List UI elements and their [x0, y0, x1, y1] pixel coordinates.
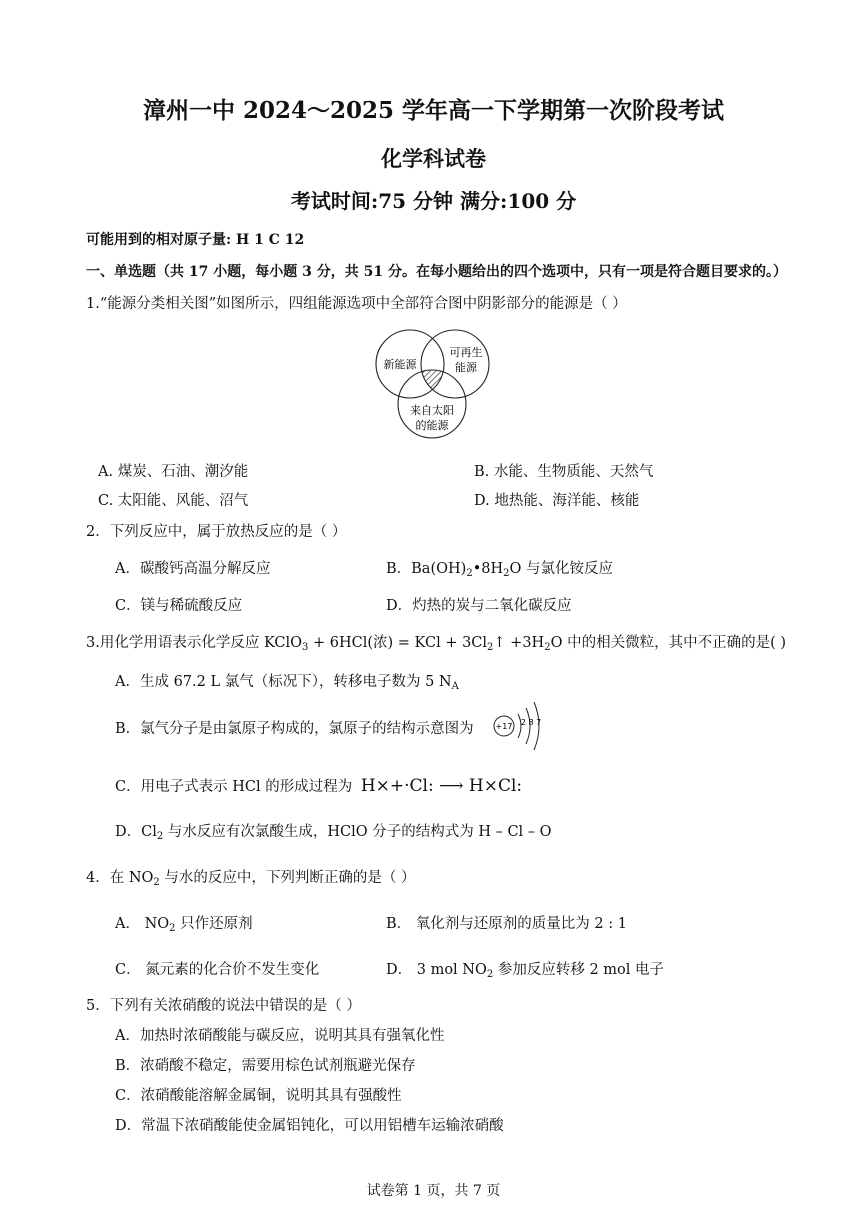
q1-option-d: D. 地热能、海洋能、核能	[474, 493, 640, 509]
q2-stem: 2．下列反应中，属于放热反应的是（ ）	[86, 524, 347, 540]
q4-option-c: C． 氮元素的化合价不发生变化	[115, 962, 320, 978]
q2-option-c: C．镁与稀硫酸反应	[115, 598, 243, 614]
venn-label-b1: 可再生	[449, 346, 483, 359]
q1-option-c: C. 太阳能、风能、沼气	[98, 493, 249, 509]
page-footer: 试卷第 1 页，共 7 页	[366, 1183, 501, 1199]
q3-option-a: A．生成 67.2 L 氯气（标况下），转移电子数为 5 $N_A$	[115, 674, 459, 692]
time-info: 考试时间:75 分钟 满分:100 分	[290, 189, 577, 213]
q2-option-d: D．灼热的炭与二氧化碳反应	[386, 598, 572, 614]
shell-electrons: 2 8 7	[520, 718, 542, 727]
exam-title: 漳州一中 2024～2025 学年高一下学期第一次阶段考试	[142, 97, 725, 124]
q2-option-a: A．碳酸钙高温分解反应	[115, 561, 271, 577]
q3-option-b: B．氯气分子是由氯原子构成的，氯原子的结构示意图为	[115, 721, 474, 737]
venn-label-c2: 的能源	[415, 419, 449, 432]
q1-option-b: B. 水能、生物质能、天然气	[474, 464, 654, 480]
q2-option-b: B．$Ba(OH)_2•8H_2O$ 与氯化铵反应	[386, 561, 613, 579]
subject-title: 化学科试卷	[381, 146, 486, 171]
nucleus-label: +17	[495, 722, 513, 731]
section-heading: 一、单选题（共 17 小题，每小题 3 分，共 51 分。在每小题给出的四个选项中，只有一项是符合题目要求的。）	[86, 264, 787, 280]
venn-label-a: 新能源	[383, 358, 417, 371]
q1-option-a: A. 煤炭、石油、潮汐能	[98, 464, 249, 480]
electron-dot-formation: H×+·Cl: ⟶ H×Cl:	[360, 776, 523, 796]
q3-option-d: D．$Cl_2$ 与水反应有次氯酸生成，HClO 分子的结构式为 H – Cl – O	[115, 824, 552, 842]
q5-option-c: C．浓硝酸能溶解金属铜，说明其具有强酸性	[115, 1088, 402, 1104]
q4-option-a: A． $NO_2$ 只作还原剂	[115, 916, 253, 934]
q1-stem: 1.“能源分类相关图”如图所示，四组能源选项中全部符合图中阴影部分的能源是（ ）	[86, 296, 627, 312]
q3-option-c: C．用电子式表示 HCl 的形成过程为 H×+·Cl: ⟶ H×Cl:	[115, 776, 523, 796]
venn-label-b2: 能源	[455, 361, 477, 374]
q5-option-a: A．加热时浓硝酸能与碳反应，说明其具有强氧化性	[115, 1028, 445, 1044]
q5-option-d: D．常温下浓硝酸能使金属铝钝化，可以用铝槽车运输浓硝酸	[115, 1118, 504, 1134]
chlorine-atom-structure-diagram	[490, 696, 550, 756]
q4-stem: 4．在 $NO_2$ 与水的反应中，下列判断正确的是（ ）	[86, 870, 416, 888]
venn-label-c1: 来自太阳	[410, 404, 454, 417]
q4-option-d: D． 3 mol $NO_2$ 参加反应转移 2 mol 电子	[386, 962, 665, 980]
energy-venn-diagram	[360, 322, 510, 444]
q4-option-b: B． 氧化剂与还原剂的质量比为 2 : 1	[386, 916, 627, 932]
atomic-mass-line: 可能用到的相对原子量: H 1 C 12	[86, 232, 305, 248]
q5-option-b: B．浓硝酸不稳定，需要用棕色试剂瓶避光保存	[115, 1058, 416, 1074]
q5-stem: 5．下列有关浓硝酸的说法中错误的是（ ）	[86, 998, 361, 1014]
q3-stem: 3.用化学用语表示化学反应 KClO$_3$ + 6HCl(浓) = KCl + $3Cl_2↑ +3H_2O$ 中的相关微粒，其中不正确的是( )	[86, 635, 786, 653]
